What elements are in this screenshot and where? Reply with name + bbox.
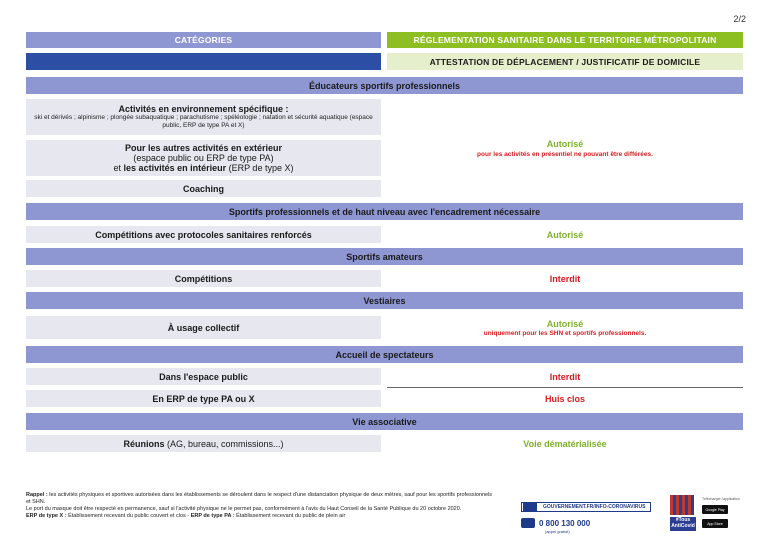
qr-code-icon bbox=[670, 495, 694, 515]
phone-icon bbox=[521, 518, 535, 528]
status-educateurs bbox=[387, 135, 743, 161]
footer-erp-pa-label: ERP de type PA : bbox=[190, 513, 235, 519]
section-associative: Vie associative bbox=[26, 413, 743, 430]
status-vestiaires-note: uniquement pour les SHN et sportifs professionnels. bbox=[483, 329, 647, 337]
row-competitions bbox=[26, 270, 381, 287]
tousanticovid-logo: #Tous AntiCovid bbox=[671, 517, 695, 529]
gov-site-link[interactable] bbox=[521, 502, 651, 512]
section-educateurs: Éducateurs sportifs professionnels bbox=[26, 77, 743, 94]
footer-erp-pa-text: Établissement recevant du public de plein air bbox=[234, 513, 346, 519]
status-autorise: Autorisé bbox=[546, 138, 584, 149]
row-usage-collectif bbox=[26, 316, 381, 339]
footer-rappel bbox=[26, 492, 496, 506]
row-divider bbox=[387, 387, 743, 388]
header-reglementation: RÉGLEMENTATION SANITAIRE DANS LE TERRITOIRE MÉTROPOLITAIN bbox=[387, 32, 743, 48]
footer-rappel-text: les activités physiques et sportives autorisées dans les établissements se déroulent dans le respect d'une distanciation physique de deux mètres, sauf pour les sportifs professionnels et SHN. bbox=[26, 492, 493, 505]
footer-erp-x-text: Établissement recevant du public couvert et clos - bbox=[66, 513, 191, 519]
row-reunions bbox=[26, 435, 381, 452]
row-espace-public bbox=[26, 368, 381, 385]
row-competitions-label: Compétitions bbox=[174, 273, 233, 284]
footer-rappel-label: Rappel : bbox=[26, 492, 48, 498]
computer-icon bbox=[523, 503, 537, 511]
section-amateurs: Sportifs amateurs bbox=[26, 248, 743, 265]
gov-site-label: GOUVERNEMENT.FR/INFO-CORONAVIRUS bbox=[543, 504, 646, 510]
phone-number: 0 800 130 000 bbox=[539, 518, 591, 528]
phone-contact bbox=[521, 518, 590, 528]
row-reunions-label bbox=[123, 439, 283, 449]
row-environnement-detail: ski et dérivés ; alpinisme ; plongée subaquatique ; parachutisme ; spéléologie ; natation et sécurité aquatique (espace public, ERP de type PA et X) bbox=[34, 114, 373, 129]
row-autres-line3 bbox=[114, 163, 294, 173]
footer-masque: Le port du masque doit être respecté en permanence, sauf si l'activité physique ne le permet pas, conformément à l'avis du Haut Conseil de la Santé Publique du 20 octobre 2020. bbox=[26, 506, 462, 512]
app-store-badge[interactable]: App Store bbox=[702, 519, 728, 528]
status-vestiaires bbox=[387, 316, 743, 339]
status-autorise-note: pour les activités en présentiel ne pouvant être différées. bbox=[477, 150, 653, 158]
footer-notes bbox=[26, 492, 496, 520]
page-number: 2/2 bbox=[733, 14, 746, 24]
row-autres-erp-x: (ERP de type X) bbox=[226, 163, 294, 173]
phone-sub-label: (appel gratuit) bbox=[545, 529, 570, 534]
row-coaching bbox=[26, 180, 381, 197]
header-attestation: ATTESTATION DE DÉPLACEMENT / JUSTIFICATIF DE DOMICILE bbox=[387, 53, 743, 70]
header-categories: CATÉGORIES bbox=[26, 32, 381, 48]
row-autres-line1: Pour les autres activités en extérieur bbox=[124, 143, 283, 153]
header-blue-bar bbox=[26, 53, 381, 70]
section-vestiaires: Vestiaires bbox=[26, 292, 743, 309]
status-huis-clos: Huis clos bbox=[544, 393, 585, 404]
status-voie-dematerialisee: Voie dématérialisée bbox=[523, 438, 607, 449]
row-reunions-rest: (AG, bureau, commissions...) bbox=[164, 438, 284, 449]
status-espace-public bbox=[387, 368, 743, 385]
status-autorise-vestiaires: Autorisé bbox=[546, 318, 584, 329]
row-coaching-label: Coaching bbox=[182, 183, 224, 194]
section-sportifs-pro: Sportifs professionnels et de haut niveau avec l'encadrement nécessaire bbox=[26, 203, 743, 220]
store-note: Télécharger l'application bbox=[702, 497, 740, 501]
footer-erp-definitions bbox=[26, 513, 496, 520]
row-competitions-protocoles-label: Compétitions avec protocoles sanitaires renforcés bbox=[95, 229, 312, 240]
row-erp-pa-x bbox=[26, 390, 381, 407]
status-interdit-public: Interdit bbox=[549, 371, 581, 382]
status-amateurs bbox=[387, 270, 743, 287]
row-environnement-specifique bbox=[26, 99, 381, 135]
row-usage-collectif-label: À usage collectif bbox=[167, 322, 240, 333]
row-erp-pa-x-label: En ERP de type PA ou X bbox=[152, 393, 255, 404]
row-reunions-bold: Réunions bbox=[123, 438, 165, 449]
row-autres-et: et bbox=[113, 163, 124, 173]
row-autres-activites bbox=[26, 140, 381, 176]
row-environnement-title: Activités en environnement spécifique : bbox=[118, 104, 289, 114]
footer-erp-x-label: ERP de type X : bbox=[26, 513, 67, 519]
status-sportifs-pro bbox=[387, 226, 743, 243]
status-erp-pa-x bbox=[387, 390, 743, 407]
row-autres-interieur: les activités en intérieur bbox=[123, 163, 227, 173]
google-play-badge[interactable]: Google Play bbox=[702, 505, 728, 514]
row-competitions-protocoles bbox=[26, 226, 381, 243]
status-interdit-amateurs: Interdit bbox=[549, 273, 581, 284]
section-spectateurs: Accueil de spectateurs bbox=[26, 346, 743, 363]
row-espace-public-label: Dans l'espace public bbox=[159, 371, 248, 382]
status-autorise-sport: Autorisé bbox=[546, 229, 584, 240]
status-associative bbox=[387, 435, 743, 452]
row-autres-line2: (espace public ou ERP de type PA) bbox=[133, 153, 274, 163]
